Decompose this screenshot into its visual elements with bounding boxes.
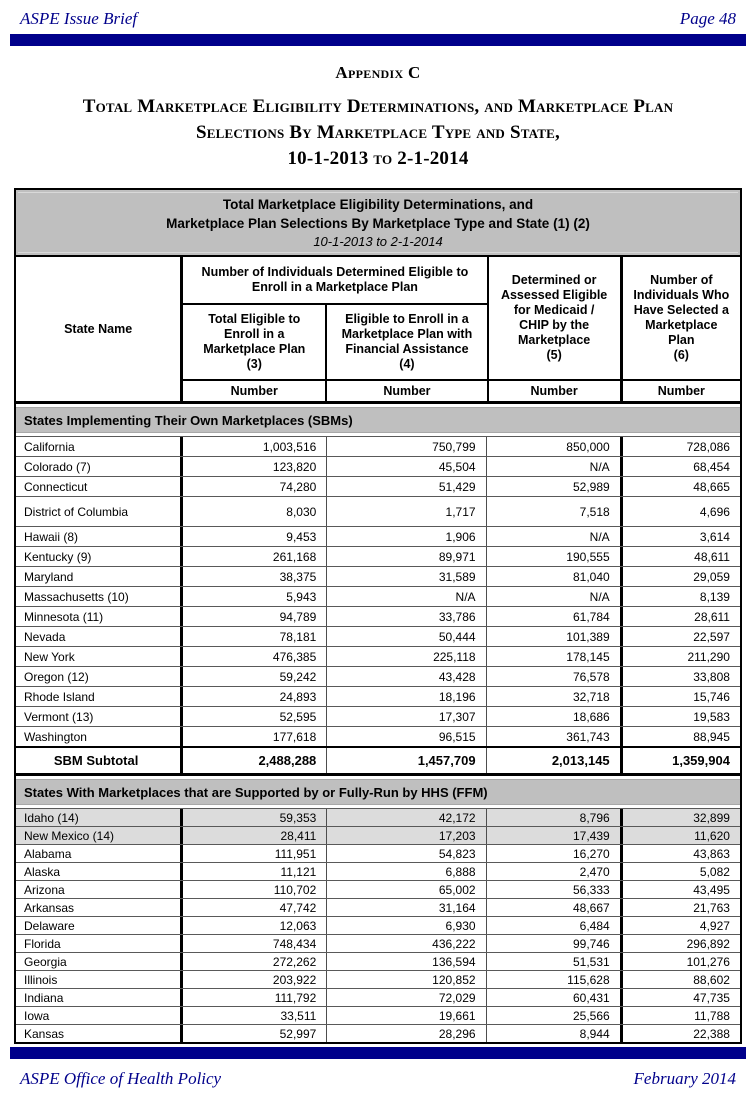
value-cell: 28,611 (694, 610, 730, 624)
value-cell: 74,280 (183, 477, 327, 496)
state-cell: Arkansas (16, 899, 183, 916)
table-row (16, 880, 740, 898)
state-cell: New Mexico (14) (16, 827, 183, 844)
value-cell: 50,444 (327, 627, 486, 646)
value-cell: 43,495 (693, 883, 730, 897)
value-cell: 45,504 (327, 457, 486, 476)
value-cell: N/A (327, 587, 486, 606)
state-cell: Iowa (16, 1007, 183, 1024)
table-row (16, 862, 740, 880)
state-cell: Nevada (16, 627, 183, 646)
value-cell: 15,746 (693, 690, 730, 704)
column-note: (6) (673, 348, 689, 362)
value-cell: 1,457,709 (327, 748, 486, 773)
value-cell: 5,943 (183, 587, 327, 606)
table-row (16, 706, 740, 726)
state-cell: SBM Subtotal (16, 748, 183, 773)
table-row (16, 586, 740, 606)
value-cell: 8,030 (183, 497, 327, 526)
value-cell: 21,763 (693, 901, 730, 915)
value-cell: 43,863 (693, 847, 730, 861)
value-cell: 52,997 (183, 1025, 327, 1042)
state-cell: Florida (16, 935, 183, 952)
state-cell: Maryland (16, 567, 183, 586)
document-title (0, 94, 756, 172)
value-cell: 47,742 (183, 899, 327, 916)
value-cell: 225,118 (327, 647, 486, 666)
value-cell: 38,375 (183, 567, 327, 586)
column-header-financial-assistance: Eligible to Enroll in a Marketplace Plan with Financial Assistance (4) (327, 305, 486, 379)
value-cell: 136,594 (327, 953, 486, 970)
value-cell: 750,799 (327, 437, 486, 456)
state-cell: Kentucky (9) (16, 547, 183, 566)
value-cell: 88,602 (693, 973, 730, 987)
value-cell: 7,518 (487, 497, 623, 526)
value-cell: 18,196 (327, 687, 486, 706)
value-cell: 60,431 (487, 989, 623, 1006)
state-cell: Colorado (7) (16, 457, 183, 476)
column-header-group: Number of Individuals Determined Eligible to Enroll in a Marketplace Plan (183, 257, 486, 305)
state-cell: Alabama (16, 845, 183, 862)
value-cell: 1,359,904 (672, 753, 730, 768)
value-cell: 3,614 (699, 530, 730, 544)
table-row (16, 916, 740, 934)
value-cell: 31,589 (327, 567, 486, 586)
value-cell: 68,454 (693, 460, 730, 474)
footer-rule (10, 1047, 746, 1059)
value-cell: 261,168 (183, 547, 327, 566)
state-cell: Delaware (16, 917, 183, 934)
table-title-line2: Marketplace Plan Selections By Marketplace Type and State (1) (2) (166, 216, 590, 231)
value-cell: 1,003,516 (183, 437, 327, 456)
value-cell: 476,385 (183, 647, 327, 666)
state-cell: Hawaii (8) (16, 527, 183, 546)
value-cell: 33,808 (693, 670, 730, 684)
table-row (16, 546, 740, 566)
value-cell: 177,618 (183, 727, 327, 746)
value-cell: 89,971 (327, 547, 486, 566)
value-cell: 190,555 (487, 547, 623, 566)
number-subheader: Number (623, 379, 740, 401)
table-title-line1: Total Marketplace Eligibility Determinations, and (222, 197, 534, 212)
value-cell: 29,059 (693, 570, 730, 584)
value-cell: 56,333 (487, 881, 623, 898)
value-cell: 76,578 (487, 667, 623, 686)
appendix-title: Appendix C (335, 63, 421, 82)
value-cell: 17,307 (327, 707, 486, 726)
column-note: (3) (246, 357, 262, 371)
footer-office-text: ASPE Office of Health Policy (20, 1069, 222, 1088)
value-cell: 19,583 (693, 710, 730, 724)
value-cell: 59,353 (183, 809, 327, 826)
table-row (16, 686, 740, 706)
value-cell: 88,945 (693, 730, 730, 744)
value-cell: 8,139 (699, 590, 730, 604)
table-title-line3: 10-1-2013 to 2-1-2014 (313, 234, 443, 249)
value-cell: 2,013,145 (487, 748, 623, 773)
value-cell: 120,852 (327, 971, 486, 988)
value-cell: 52,595 (183, 707, 327, 726)
footer-date: February 2014 (633, 1069, 736, 1088)
value-cell: 11,620 (694, 829, 730, 843)
table-row (16, 844, 740, 862)
table-column-headers (16, 257, 740, 404)
value-cell: 51,531 (487, 953, 623, 970)
data-table (14, 188, 742, 1044)
value-cell: 178,145 (487, 647, 623, 666)
value-cell: N/A (487, 457, 623, 476)
number-subheader: Number (487, 379, 623, 401)
value-cell: 48,665 (693, 480, 730, 494)
value-cell: 850,000 (487, 437, 623, 456)
value-cell: 2,488,288 (183, 748, 327, 773)
value-cell: N/A (487, 527, 623, 546)
value-cell: 6,484 (487, 917, 623, 934)
state-cell: Illinois (16, 971, 183, 988)
value-cell: 8,944 (487, 1025, 623, 1042)
value-cell: 78,181 (183, 627, 327, 646)
value-cell: 4,696 (699, 505, 730, 519)
table-row (16, 952, 740, 970)
value-cell: 12,063 (183, 917, 327, 934)
table-row (16, 526, 740, 546)
state-cell: Arizona (16, 881, 183, 898)
header-brief-title: ASPE Issue Brief (20, 9, 138, 28)
value-cell: 17,203 (327, 827, 486, 844)
table-row (16, 456, 740, 476)
value-cell: 110,702 (183, 881, 327, 898)
value-cell: 211,290 (687, 650, 730, 664)
value-cell: 22,388 (693, 1027, 730, 1041)
state-cell: Massachusetts (10) (16, 587, 183, 606)
state-cell: New York (16, 647, 183, 666)
state-cell: Minnesota (11) (16, 607, 183, 626)
state-cell: Vermont (13) (16, 707, 183, 726)
value-cell: 111,792 (183, 989, 327, 1006)
header-rule (10, 34, 746, 46)
value-cell: 11,788 (694, 1009, 730, 1023)
state-cell: Alaska (16, 863, 183, 880)
state-cell: California (16, 437, 183, 456)
state-cell: Washington (16, 727, 183, 746)
value-cell: 42,172 (327, 809, 486, 826)
value-cell: 272,262 (183, 953, 327, 970)
value-cell: 436,222 (327, 935, 486, 952)
value-cell: 65,002 (327, 881, 486, 898)
value-cell: 33,786 (327, 607, 486, 626)
table-row (16, 496, 740, 526)
value-cell: 11,121 (183, 863, 327, 880)
value-cell: 22,597 (693, 630, 730, 644)
value-cell: 123,820 (183, 457, 327, 476)
table-row (16, 898, 740, 916)
value-cell: 6,888 (327, 863, 486, 880)
value-cell: 18,686 (487, 707, 623, 726)
document-title-line3: 10-1-2013 to 2-1-2014 (287, 148, 469, 169)
section-header: States With Marketplaces that are Supported by or Fully-Run by HHS (FFM) (16, 779, 740, 805)
value-cell: 48,611 (694, 550, 730, 564)
value-cell: 8,796 (487, 809, 623, 826)
table-row (16, 436, 740, 456)
table-row (16, 1024, 740, 1042)
table-row (16, 626, 740, 646)
column-header-state: State Name (16, 257, 183, 401)
value-cell: 728,086 (686, 440, 730, 454)
value-cell: 5,082 (699, 865, 730, 879)
document-title-line1: Total Marketplace Eligibility Determinations, and Marketplace Plan (82, 96, 674, 117)
value-cell: 96,515 (327, 727, 486, 746)
subtotal-row (16, 746, 740, 776)
value-cell: 33,511 (183, 1007, 327, 1024)
value-cell: 101,389 (487, 627, 623, 646)
table-row (16, 666, 740, 686)
value-cell: 31,164 (327, 899, 486, 916)
value-cell: 1,906 (327, 527, 486, 546)
page-number: Page 48 (679, 9, 736, 28)
table-row (16, 566, 740, 586)
table-row (16, 476, 740, 496)
state-cell: Georgia (16, 953, 183, 970)
value-cell: 6,930 (327, 917, 486, 934)
section-header: States Implementing Their Own Marketplaces (SBMs) (16, 407, 740, 433)
value-cell: 25,566 (487, 1007, 623, 1024)
page-footer (0, 1042, 756, 1089)
value-cell: 54,823 (327, 845, 486, 862)
value-cell: 61,784 (487, 607, 623, 626)
value-cell: 47,735 (693, 991, 730, 1005)
state-cell: Connecticut (16, 477, 183, 496)
table-row (16, 988, 740, 1006)
value-cell: 115,628 (487, 971, 623, 988)
page-header (20, 9, 736, 29)
table-row (16, 826, 740, 844)
value-cell: 43,428 (327, 667, 486, 686)
table-row (16, 726, 740, 746)
value-cell: 203,922 (183, 971, 327, 988)
value-cell: 51,429 (327, 477, 486, 496)
column-header-medicaid-chip: Determined or Assessed Eligible for Medicaid / CHIP by the Marketplace (5) (487, 257, 623, 379)
state-cell: Indiana (16, 989, 183, 1006)
value-cell: N/A (487, 587, 623, 606)
value-cell: 101,276 (686, 955, 730, 969)
state-cell: Kansas (16, 1025, 183, 1042)
value-cell: 28,411 (183, 827, 327, 844)
table-row (16, 970, 740, 988)
value-cell: 24,893 (183, 687, 327, 706)
value-cell: 17,439 (487, 827, 623, 844)
value-cell: 32,899 (693, 811, 730, 825)
value-cell: 81,040 (487, 567, 623, 586)
value-cell: 52,989 (487, 477, 623, 496)
column-note: (5) (546, 348, 562, 362)
value-cell: 28,296 (327, 1025, 486, 1042)
number-subheader: Number (327, 379, 486, 401)
value-cell: 9,453 (183, 527, 327, 546)
state-cell: District of Columbia (16, 497, 183, 526)
table-row (16, 934, 740, 952)
value-cell: 99,746 (487, 935, 623, 952)
table-row (16, 606, 740, 626)
value-cell: 32,718 (487, 687, 623, 706)
value-cell: 48,667 (487, 899, 623, 916)
table-body (16, 407, 740, 1042)
table-row (16, 808, 740, 826)
table-title (16, 190, 740, 257)
value-cell: 1,717 (327, 497, 486, 526)
value-cell: 19,661 (327, 1007, 486, 1024)
value-cell: 296,892 (686, 937, 730, 951)
value-cell: 2,470 (487, 863, 623, 880)
value-cell: 111,951 (183, 845, 327, 862)
value-cell: 94,789 (183, 607, 327, 626)
number-subheader: Number (183, 379, 327, 401)
value-cell: 361,743 (487, 727, 623, 746)
table-row (16, 646, 740, 666)
state-cell: Rhode Island (16, 687, 183, 706)
value-cell: 748,434 (183, 935, 327, 952)
state-cell: Idaho (14) (16, 809, 183, 826)
document-title-line2: Selections By Marketplace Type and State, (196, 122, 560, 143)
state-cell: Oregon (12) (16, 667, 183, 686)
value-cell: 4,927 (699, 919, 730, 933)
column-note: (4) (399, 357, 415, 371)
value-cell: 16,270 (487, 845, 623, 862)
table-row (16, 1006, 740, 1024)
value-cell: 72,029 (327, 989, 486, 1006)
column-header-selected-plan: Number of Individuals Who Have Selected a Marketplace Plan (6) (633, 273, 730, 362)
column-header-total-eligible: Total Eligible to Enroll in a Marketplace Plan (3) (183, 305, 327, 379)
value-cell: 59,242 (183, 667, 327, 686)
